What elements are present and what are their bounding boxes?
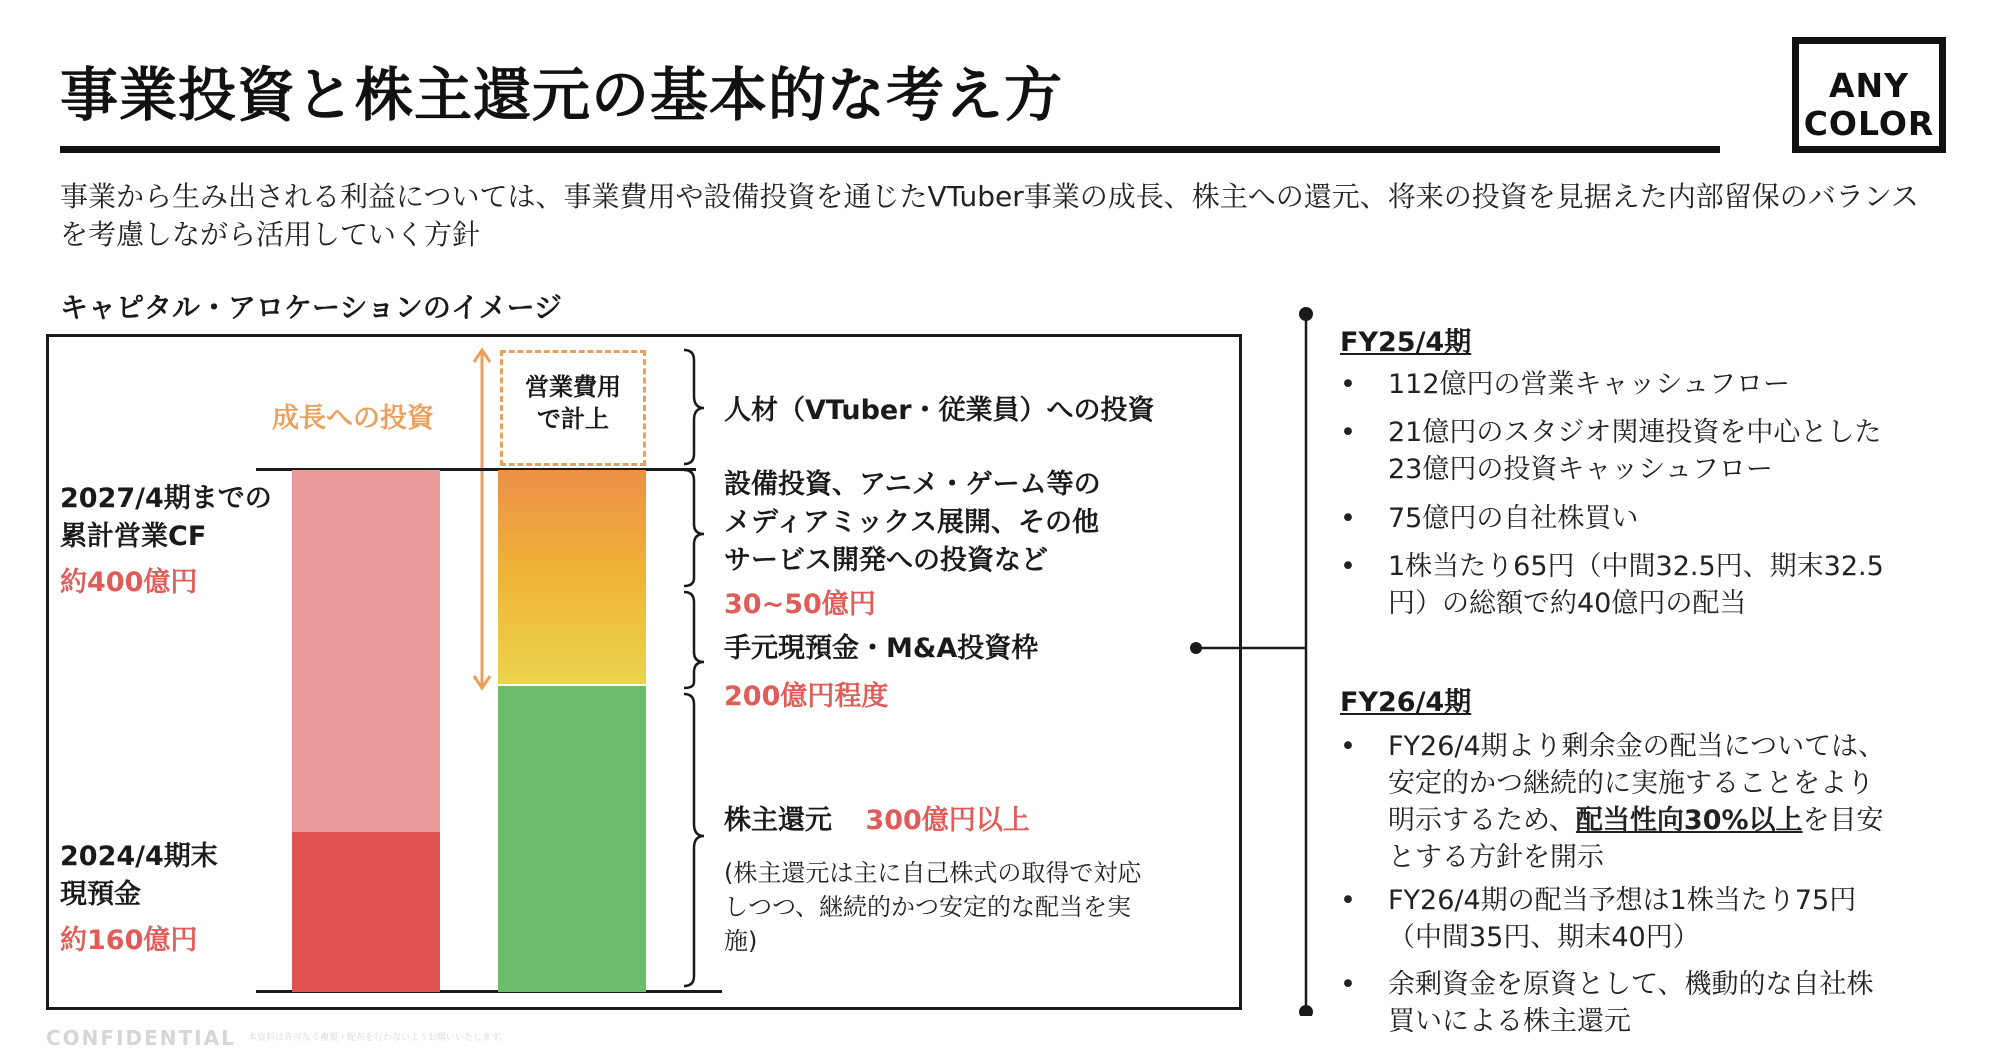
fy26-bullet-1-line-3-pre: 明示するため、 [1388,805,1576,836]
payout-ratio-emphasis: 配当性向30%以上 [1575,805,1803,836]
fy25-bullet-4 [1340,548,1884,622]
shareholder-return-note-1: (株主還元は主に自己株式の取得で対応 [724,859,1142,887]
cumulative-cf-label-1: 2027/4期までの [60,483,272,514]
shareholder-return-label [724,802,1030,840]
confidential-footer: CONFIDENTIAL [46,1026,236,1050]
capex-label-2: メディアミックス展開、その他 [724,507,1100,538]
bullet-dot: • [1340,731,1356,762]
timeline-connector [1186,306,1316,1016]
fy25-bullet-1-line-1: 112億円の営業キャッシュフロー [1388,369,1790,400]
fy26-bullet-2-line-2: （中間35円、期末40円） [1388,922,1700,953]
page-title: 事業投資と株主還元の基本的な考え方 [60,61,1064,129]
fy25-bullet-2 [1340,414,1882,488]
fy26-bullet-1-line-2: 安定的かつ継続的に実施することをより [1388,768,1874,799]
opex-box-line-2: で計上 [537,405,609,433]
fy25-bullet-4-line-1: 1株当たり65円（中間32.5円、期末32.5 [1388,551,1884,582]
bullet-dot: • [1340,885,1356,916]
capex-ma-bar [498,470,646,684]
fy25-bullet-2-line-1: 21億円のスタジオ関連投資を中心とした [1388,417,1882,448]
growth-arrow-icon [470,346,494,692]
fy26-bullet-3-line-1: 余剰資金を原資として、機動的な自社株 [1388,969,1874,1000]
opex-dashed-box [500,350,646,466]
talent-investment-label: 人材（VTuber・従業員）への投資 [724,395,1155,426]
logo-line-2: COLOR [1803,104,1935,143]
fy25-heading: FY25/4期 [1340,327,1472,358]
fy25-bullet-3 [1340,500,1639,537]
footer-note: 本資料は許可なく複製・配布を行わないようお願いいたします。 [248,1033,509,1043]
bullet-dot: • [1340,969,1356,1000]
fy26-bullet-1-line-3-post: を目安 [1802,805,1884,836]
cumulative-cf-amount: 約400億円 [60,567,198,598]
cash-balance-label-1: 2024/4期末 [60,841,218,872]
fy25-bullet-4-line-2: 円）の総額で約40億円の配当 [1388,588,1747,619]
growth-investment-label: 成長への投資 [272,403,434,434]
capex-amount: 30~50億円 [724,589,876,620]
shareholder-return-text: 株主還元 [724,805,832,836]
anycolor-logo [1792,37,1946,153]
shareholder-return-note-3: 施) [724,927,758,955]
cash-ma-label: 手元現預金・M&A投資枠 [724,633,1039,664]
logo-line-1: ANY [1828,66,1910,105]
title-divider [60,146,1720,153]
bullet-dot: • [1340,503,1356,534]
fy25-bullet-3-line-1: 75億円の自社株買い [1388,503,1639,534]
fy25-bullet-1 [1340,366,1790,403]
fy26-heading: FY26/4期 [1340,687,1472,718]
shareholder-return-note-2: しつつ、継続的かつ安定的な配当を実 [724,893,1132,921]
cash-balance-bar [292,832,440,992]
fy26-bullet-1-line-1: FY26/4期より剰余金の配当については、 [1388,731,1886,762]
fy26-bullet-2 [1340,882,1857,956]
fy26-bullet-3-line-2: 買いによる株主還元 [1388,1006,1631,1037]
shareholder-return-amount: 300億円以上 [865,805,1030,836]
cumulative-cf-label-2: 累計営業CF [60,521,207,552]
intro-text: 事業から生み出される利益については、事業費用や設備投資を通じたVTuber事業の成長、株主への還元、将来の投資を見据えた内部留保のバランスを考慮しながら活用していく方針 [60,180,1919,251]
cash-balance-label-2: 現預金 [60,879,141,910]
cash-ma-amount: 200億円程度 [724,681,889,712]
capex-label-3: サービス開発への投資など [724,545,1048,576]
curly-braces [680,346,710,992]
fy26-bullet-3 [1340,966,1874,1040]
fy26-bullet-1-line-4: とする方針を開示 [1388,842,1604,873]
capex-label-1: 設備投資、アニメ・ゲーム等の [724,469,1101,500]
cumulative-cf-bar [292,470,440,832]
diagram-heading: キャピタル・アロケーションのイメージ [60,291,563,324]
opex-box-line-1: 営業費用 [525,373,621,401]
fy26-bullet-1 [1340,728,1886,876]
cash-balance-amount: 約160億円 [60,925,198,956]
shareholder-return-bar [498,686,646,992]
bullet-dot: • [1340,369,1356,400]
fy25-bullet-2-line-2: 23億円の投資キャッシュフロー [1388,454,1773,485]
fy26-bullet-1-line-3 [1388,802,1885,839]
fy26-bullet-2-line-1: FY26/4期の配当予想は1株当たり75円 [1388,885,1857,916]
bullet-dot: • [1340,551,1356,582]
bullet-dot: • [1340,417,1356,448]
